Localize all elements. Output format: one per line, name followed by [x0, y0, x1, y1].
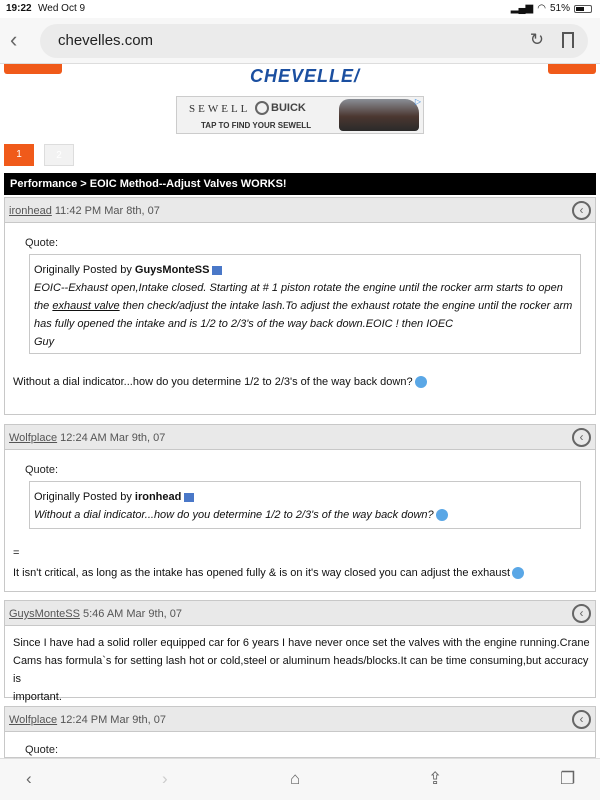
page-1-button[interactable]: 1: [4, 144, 34, 166]
url-text[interactable]: chevelles.com: [58, 32, 154, 49]
status-date: Wed Oct 9: [38, 3, 86, 14]
quote-text: the: [34, 300, 53, 312]
collapse-arrow-icon[interactable]: ‹: [572, 428, 591, 447]
quote-text: then check/adjust the intake lash.To adjust the exhaust rotate the engine until the rocker arm: [119, 300, 573, 312]
quote-label: Quote:: [25, 744, 59, 756]
quote-text: Without a dial indicator...how do you determine 1/2 to 2/3's of the way back down?: [34, 509, 434, 521]
status-time: 19:22: [6, 3, 32, 14]
post-author[interactable]: Wolfplace: [9, 714, 58, 726]
quote-label: Quote:: [25, 237, 59, 249]
ad-brand-sewell: SEWELL: [189, 103, 251, 115]
post-body: [4, 223, 596, 415]
confused-emoji-icon: [436, 509, 448, 521]
tabs-icon[interactable]: ❐: [560, 769, 576, 788]
ad-banner[interactable]: [176, 96, 424, 134]
post-text: [13, 634, 593, 706]
quote-line: EOIC--Exhaust open,Intake closed. Starting at # 1 piston rotate the engine until the rocker arm starts to open: [34, 282, 563, 294]
post-text-line: important.: [13, 691, 62, 703]
quote-prefix: Originally Posted by: [34, 491, 135, 503]
quote-author[interactable]: ironhead: [134, 491, 182, 503]
view-post-icon[interactable]: [212, 266, 222, 275]
post-text-content: Without a dial indicator...how do you determine 1/2 to 2/3's of the way back down?: [13, 376, 413, 388]
post-timestamp: 5:46 AM Mar 9th, 07: [79, 608, 183, 620]
header-right-button[interactable]: [548, 64, 596, 74]
view-post-icon[interactable]: [184, 493, 194, 502]
post-body: [4, 626, 596, 703]
reload-icon[interactable]: ↻: [529, 30, 544, 49]
collapse-arrow-icon[interactable]: ‹: [572, 604, 591, 623]
buick-logo-icon: [255, 101, 269, 115]
site-logo[interactable]: CHEVELLE/: [250, 66, 361, 86]
battery-percent: 51%: [549, 3, 570, 14]
wink-emoji-icon: [512, 567, 524, 579]
post-author[interactable]: GuysMonteSS: [9, 608, 80, 620]
battery-icon: [574, 5, 592, 13]
post-text-line: Cams has formula`s for setting lash hot or cold,steel or aluminum heads/blocks.It can be time consuming,but accuracy is: [13, 655, 589, 685]
back-nav-icon[interactable]: ‹: [10, 27, 18, 52]
quote-box: [29, 254, 581, 354]
confused-emoji-icon: [415, 376, 427, 388]
quote-line: Guy: [34, 336, 55, 348]
post-header: [4, 197, 596, 223]
collapse-arrow-icon[interactable]: ‹: [572, 710, 591, 729]
adchoices-icon[interactable]: ▷: [414, 97, 421, 106]
post-text-content: It isn't critical, as long as the intake has opened fully & is on it's way closed you can adjust the exhaust: [13, 567, 511, 579]
post-author[interactable]: Wolfplace: [9, 432, 58, 444]
quote-line: [34, 506, 576, 524]
ad-brand-buick: BUICK: [271, 102, 306, 114]
share-icon[interactable]: ⇪: [428, 769, 443, 788]
bookmark-icon[interactable]: [562, 32, 574, 48]
post-header: [4, 706, 596, 732]
back-icon[interactable]: ‹: [26, 769, 32, 788]
post-text-line: Since I have had a solid roller equipped car for 6 years I have never once set the valves with the engine running.Crane: [13, 637, 590, 649]
status-right: [511, 3, 592, 14]
ad-cta: TAP TO FIND YOUR SEWELL: [201, 121, 312, 130]
quote-line: [34, 297, 576, 315]
signal-icon: ▂▄▆: [510, 3, 534, 14]
forward-icon[interactable]: ›: [162, 769, 168, 788]
page-2-button[interactable]: 2: [44, 144, 74, 166]
post-header: [4, 424, 596, 450]
url-field[interactable]: [40, 24, 588, 58]
browser-toolbar: [0, 758, 600, 800]
quote-author[interactable]: GuysMonteSS: [134, 264, 210, 276]
quote-label: Quote:: [25, 464, 59, 476]
header-left-button[interactable]: [4, 64, 62, 74]
quote-attribution: [34, 488, 576, 506]
quote-attribution: [34, 261, 576, 279]
home-icon[interactable]: ⌂: [290, 769, 301, 788]
quote-box: [29, 481, 581, 529]
post-timestamp: 11:42 PM Mar 8th, 07: [51, 205, 160, 217]
post-author[interactable]: ironhead: [9, 205, 52, 217]
post-timestamp: 12:24 PM Mar 9th, 07: [57, 714, 166, 726]
post-body: [4, 732, 596, 758]
post-text: [13, 373, 427, 391]
collapse-arrow-icon[interactable]: ‹: [572, 201, 591, 220]
post-pre-text: =: [13, 547, 20, 559]
exhaust-valve-link[interactable]: exhaust valve: [52, 300, 120, 312]
quote-line: has fully opened the intake and is 1/2 to 2/3's of the way back down.EOIC ! then IOEC: [34, 318, 454, 330]
post-header: [4, 600, 596, 626]
quote-prefix: Originally Posted by: [34, 264, 135, 276]
browser-address-bar: [0, 18, 600, 64]
post-text: [13, 564, 524, 582]
ad-car-image: [339, 99, 419, 131]
status-bar: [0, 0, 600, 18]
wifi-icon: ◠: [537, 3, 546, 14]
post-timestamp: 12:24 AM Mar 9th, 07: [57, 432, 166, 444]
breadcrumb: Performance > EOIC Method--Adjust Valves WORKS!: [4, 173, 596, 195]
post-body: [4, 450, 596, 592]
